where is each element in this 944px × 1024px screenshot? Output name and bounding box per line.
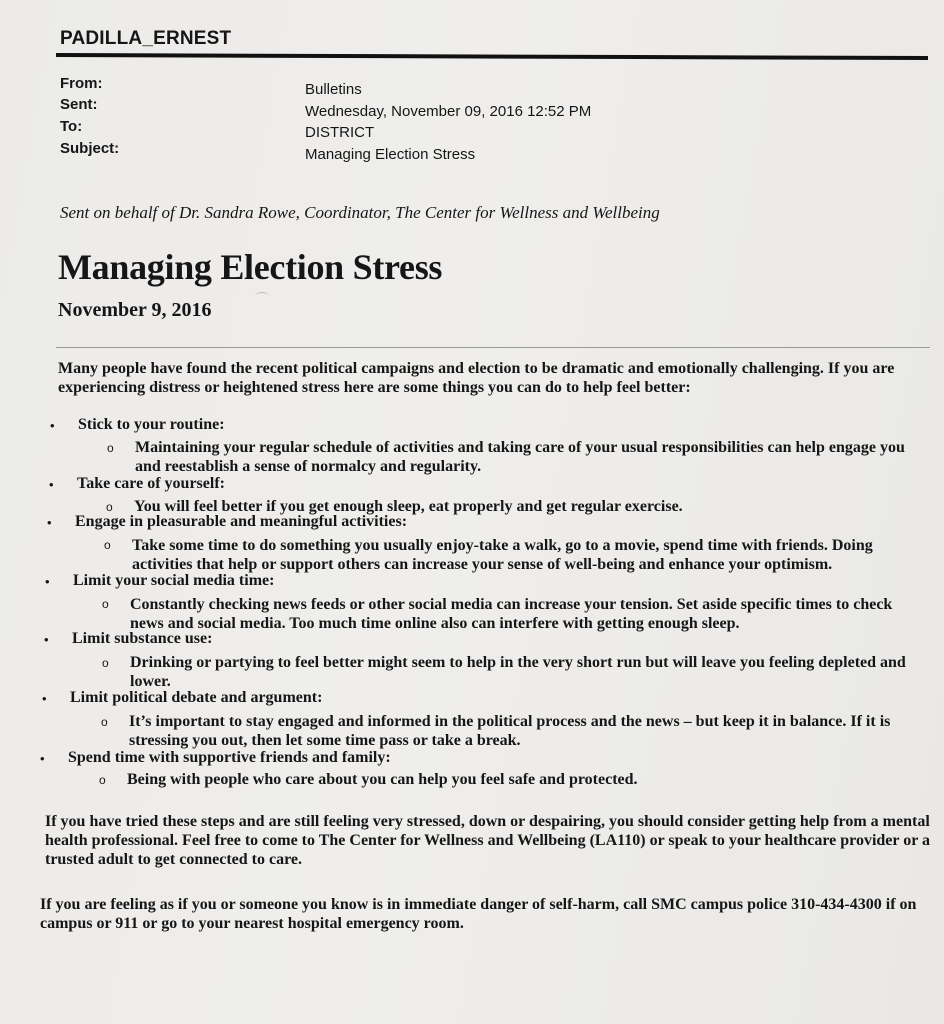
tip-detail: It’s important to stay engaged and informed in the political process and the news – but keep it in balance. If it is stressing you out, then let some time pass or take a break.: [129, 713, 891, 749]
to-value: DISTRICT: [305, 124, 375, 141]
tip-title: Engage in pleasurable and meaningful activities:: [75, 513, 408, 530]
bullet-marker: •: [49, 477, 54, 492]
header-divider: [56, 53, 928, 60]
to-label: To:: [60, 118, 83, 135]
help-paragraph: If you have tried these steps and are still feeling very stressed, down or despairing, you should consider getting help from a mental health professional. Feel free to come to The Center for Wellness and Wellbeing (LA110) or speak to your healthcare provider or a trusted adult to get connected to care.: [45, 813, 931, 868]
tip-title: Limit your social media time:: [73, 572, 275, 589]
bullet-marker: •: [47, 515, 52, 530]
sub-bullet-marker: o: [104, 538, 111, 552]
subject-value: Managing Election Stress: [305, 146, 476, 163]
sent-on-behalf-line: Sent on behalf of Dr. Sandra Rowe, Coordinator, The Center for Wellness and Wellbeing: [60, 203, 660, 222]
tip-detail: Being with people who care about you can help you feel safe and protected.: [127, 771, 638, 788]
bullet-marker: •: [45, 574, 50, 589]
paper-smudge: [255, 292, 269, 301]
tip-detail: You will feel better if you get enough sleep, eat properly and get regular exercise.: [134, 498, 683, 515]
sub-bullet-marker: o: [99, 773, 106, 787]
sub-bullet-marker: o: [101, 715, 108, 729]
bullet-marker: •: [42, 691, 47, 706]
tip-detail: Constantly checking news feeds or other social media can increase your tension. Set aside specific times to check news and social media. Too much time online also can interfere with getting enough sleep.: [130, 596, 893, 632]
sub-bullet-marker: o: [102, 656, 109, 670]
tip-detail: Drinking or partying to feel better might seem to help in the very short run but will leave you feeling depleted and lower.: [130, 654, 906, 690]
tip-detail: Take some time to do something you usually enjoy-take a walk, go to a movie, spend time with friends. Doing activities that help or support others can increase your sense of well-being and enhance your optimism.: [132, 537, 873, 573]
from-value: Bulletins: [305, 81, 362, 98]
tip-title: Limit substance use:: [72, 630, 213, 647]
tip-title: Take care of yourself:: [77, 475, 225, 492]
bullet-marker: •: [50, 418, 55, 433]
from-label: From:: [60, 75, 103, 92]
sub-bullet-marker: o: [107, 441, 114, 455]
page-title: Managing Election Stress: [58, 247, 443, 287]
tip-title: Spend time with supportive friends and family:: [68, 749, 391, 766]
tip-title: Stick to your routine:: [78, 416, 225, 433]
sub-bullet-marker: o: [106, 500, 113, 514]
sub-bullet-marker: o: [102, 597, 109, 611]
intro-paragraph: Many people have found the recent political campaigns and election to be dramatic and emotionally challenging. If you are experiencing distress or heightened stress here are some things you can do to help feel better:: [58, 360, 895, 396]
sent-label: Sent:: [60, 96, 98, 113]
bullet-marker: •: [40, 751, 45, 766]
title-divider: [56, 347, 930, 348]
document-date: November 9, 2016: [58, 299, 212, 321]
emergency-paragraph: If you are feeling as if you or someone you know is in immediate danger of self-harm, call SMC campus police 310-434-4300 if on campus or 911 or go to your nearest hospital emergency room.: [40, 896, 917, 932]
tip-title: Limit political debate and argument:: [70, 689, 323, 706]
mailbox-owner: PADILLA_ERNEST: [60, 28, 232, 49]
sent-value: Wednesday, November 09, 2016 12:52 PM: [305, 103, 592, 120]
tip-detail: Maintaining your regular schedule of activities and taking care of your usual responsibilities can help engage you and reestablish a sense of normalcy and regularity.: [135, 439, 905, 475]
subject-label: Subject:: [60, 140, 120, 157]
bullet-marker: •: [44, 632, 49, 647]
